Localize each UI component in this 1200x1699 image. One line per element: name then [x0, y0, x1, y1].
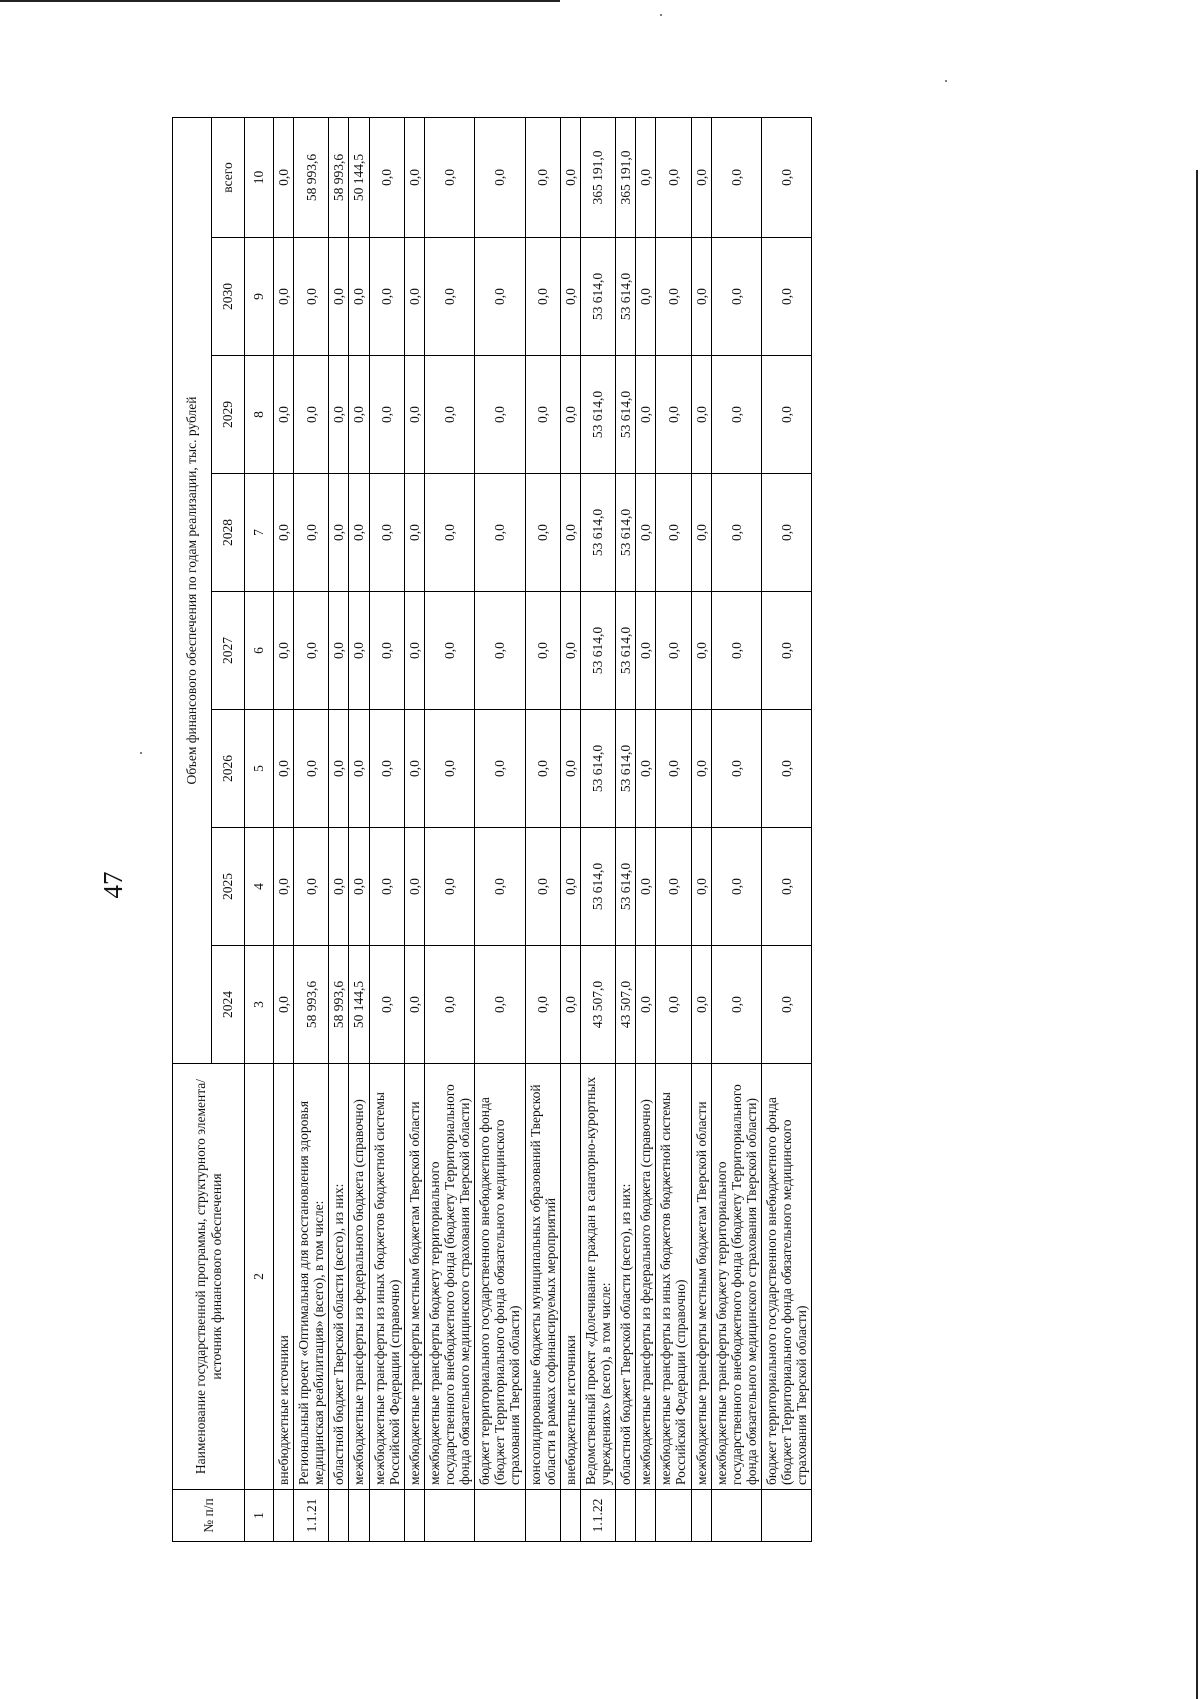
row-number: [369, 1490, 404, 1542]
row-value: 53 614,0: [616, 356, 636, 474]
row-value: 0,0: [424, 356, 474, 474]
row-value: 0,0: [369, 356, 404, 474]
row-value: 0,0: [711, 474, 761, 592]
row-number: [475, 1490, 525, 1542]
row-value: 0,0: [475, 356, 525, 474]
table-rotated-container: [172, 118, 1194, 1542]
header-year: 2028: [212, 474, 245, 592]
table-row: [616, 117, 636, 1541]
row-value: 0,0: [711, 117, 761, 237]
row-value: 0,0: [369, 828, 404, 946]
header-year: 2025: [212, 828, 245, 946]
row-value: 53 614,0: [580, 474, 615, 592]
row-value: 0,0: [404, 828, 424, 946]
row-name: внебюджетные источники: [274, 1064, 294, 1490]
row-value: 0,0: [349, 592, 369, 710]
row-value: 50 144,5: [349, 117, 369, 237]
row-number: [349, 1490, 369, 1542]
page-number: 47: [98, 871, 128, 899]
row-value: 0,0: [525, 946, 560, 1064]
header-row-top: [173, 117, 212, 1541]
row-value: 0,0: [475, 946, 525, 1064]
row-value: 0,0: [761, 356, 811, 474]
row-value: 0,0: [761, 592, 811, 710]
row-value: 0,0: [294, 474, 329, 592]
row-value: 0,0: [636, 356, 656, 474]
row-value: 53 614,0: [580, 828, 615, 946]
row-value: 0,0: [475, 710, 525, 828]
row-value: 43 507,0: [616, 946, 636, 1064]
row-value: 53 614,0: [580, 238, 615, 356]
row-value: 0,0: [404, 117, 424, 237]
row-value: 0,0: [656, 828, 691, 946]
scan-speck: [945, 80, 947, 82]
row-value: 0,0: [691, 356, 711, 474]
row-value: 0,0: [369, 592, 404, 710]
row-number: 1.1.21: [294, 1490, 329, 1542]
row-value: 50 144,5: [349, 946, 369, 1064]
row-value: 0,0: [274, 592, 294, 710]
row-value: 0,0: [525, 710, 560, 828]
row-value: 0,0: [560, 238, 580, 356]
row-value: 0,0: [761, 946, 811, 1064]
row-value: 0,0: [369, 474, 404, 592]
row-value: 0,0: [274, 946, 294, 1064]
row-value: 0,0: [656, 474, 691, 592]
row-number: [691, 1490, 711, 1542]
row-value: 0,0: [404, 474, 424, 592]
row-value: 0,0: [691, 710, 711, 828]
row-value: 0,0: [424, 117, 474, 237]
table-row: [711, 117, 761, 1541]
row-value: 0,0: [424, 474, 474, 592]
header-volume: Объем финансового обеспечения по годам реализации, тыс. рублей: [173, 117, 212, 1063]
row-value: 0,0: [560, 356, 580, 474]
column-index: 6: [245, 592, 274, 710]
row-value: 0,0: [691, 828, 711, 946]
row-number: [560, 1490, 580, 1542]
row-value: 0,0: [404, 710, 424, 828]
table-row: [475, 117, 525, 1541]
row-value: 0,0: [711, 710, 761, 828]
row-number: [525, 1490, 560, 1542]
row-value: 58 993,6: [329, 946, 349, 1064]
table-row: [560, 117, 580, 1541]
header-num: № п/п: [173, 1490, 245, 1542]
row-value: 0,0: [761, 474, 811, 592]
row-value: 53 614,0: [616, 238, 636, 356]
row-value: 43 507,0: [580, 946, 615, 1064]
row-value: 53 614,0: [616, 828, 636, 946]
scan-speck: [140, 752, 142, 754]
row-value: 0,0: [404, 238, 424, 356]
row-value: 0,0: [294, 238, 329, 356]
row-value: 0,0: [761, 238, 811, 356]
table-row: [349, 117, 369, 1541]
table-row: [636, 117, 656, 1541]
row-value: 0,0: [349, 238, 369, 356]
column-index: 8: [245, 356, 274, 474]
row-value: 0,0: [274, 356, 294, 474]
row-value: 0,0: [369, 238, 404, 356]
row-value: 53 614,0: [580, 710, 615, 828]
row-value: 58 993,6: [329, 117, 349, 237]
table-row: [656, 117, 691, 1541]
row-value: 0,0: [691, 474, 711, 592]
row-value: 0,0: [329, 592, 349, 710]
row-value: 53 614,0: [616, 592, 636, 710]
row-value: 0,0: [525, 238, 560, 356]
row-value: 0,0: [636, 946, 656, 1064]
row-name: областной бюджет Тверской области (всего), из них:: [616, 1064, 636, 1490]
header-year: 2030: [212, 238, 245, 356]
table-row: [274, 117, 294, 1541]
table-row: [329, 117, 349, 1541]
row-value: 0,0: [656, 710, 691, 828]
row-name: межбюджетные трансферты из иных бюджетов бюджетной системы Российской Федерации (справочно): [369, 1064, 404, 1490]
row-value: 0,0: [711, 592, 761, 710]
row-value: 0,0: [711, 828, 761, 946]
row-value: 0,0: [404, 356, 424, 474]
scan-edge-right: [1196, 170, 1198, 1699]
row-value: 0,0: [525, 356, 560, 474]
row-name: бюджет территориального государственного внебюджетного фонда (бюджет Территориального фонда обязательного медицинского страхования Тверской области): [761, 1064, 811, 1490]
row-value: 0,0: [656, 946, 691, 1064]
row-number: [656, 1490, 691, 1542]
column-index: 1: [245, 1490, 274, 1542]
row-value: 0,0: [636, 474, 656, 592]
row-value: 0,0: [711, 946, 761, 1064]
row-name: бюджет территориального государственного внебюджетного фонда (бюджет Территориального фонда обязательного медицинского страхования Тверской области): [475, 1064, 525, 1490]
row-value: 0,0: [329, 356, 349, 474]
row-value: 0,0: [349, 474, 369, 592]
column-index: 2: [245, 1064, 274, 1490]
row-value: 0,0: [636, 117, 656, 237]
row-value: 0,0: [656, 117, 691, 237]
row-value: 0,0: [636, 828, 656, 946]
row-value: 0,0: [424, 828, 474, 946]
table-row: [525, 117, 560, 1541]
row-value: 58 993,6: [294, 117, 329, 237]
row-value: 0,0: [349, 828, 369, 946]
row-value: 0,0: [560, 592, 580, 710]
row-value: 0,0: [711, 238, 761, 356]
row-name: областной бюджет Тверской области (всего), из них:: [329, 1064, 349, 1490]
table-row: [761, 117, 811, 1541]
header-year: 2026: [212, 710, 245, 828]
row-value: 0,0: [274, 828, 294, 946]
row-name: межбюджетные трансферты местным бюджетам Тверской области: [691, 1064, 711, 1490]
row-value: 0,0: [761, 828, 811, 946]
row-value: 0,0: [656, 356, 691, 474]
row-name: межбюджетные трансферты бюджету территориального государственного внебюджетного фонда (бюджету Территориального фонда обязательного медицинского страхования Тверской области): [711, 1064, 761, 1490]
row-value: 0,0: [475, 117, 525, 237]
row-value: 0,0: [329, 474, 349, 592]
row-value: 0,0: [656, 238, 691, 356]
row-value: 53 614,0: [580, 592, 615, 710]
column-index: 4: [245, 828, 274, 946]
row-value: 0,0: [636, 592, 656, 710]
row-value: 0,0: [294, 356, 329, 474]
header-row-index: [245, 117, 274, 1541]
row-value: 365 191,0: [580, 117, 615, 237]
row-value: 0,0: [369, 710, 404, 828]
row-value: 0,0: [294, 592, 329, 710]
table-row: [294, 117, 329, 1541]
row-name: консолидированные бюджеты муниципальных образований Тверской области в рамках софинансируемых мероприятий: [525, 1064, 560, 1490]
row-value: 0,0: [274, 474, 294, 592]
row-value: 0,0: [329, 710, 349, 828]
row-value: 53 614,0: [580, 356, 615, 474]
row-number: 1.1.22: [580, 1490, 615, 1542]
column-index: 9: [245, 238, 274, 356]
row-value: 0,0: [404, 946, 424, 1064]
row-value: 0,0: [560, 828, 580, 946]
row-number: [424, 1490, 474, 1542]
row-number: [274, 1490, 294, 1542]
row-value: 0,0: [294, 828, 329, 946]
row-number: [636, 1490, 656, 1542]
row-value: 0,0: [475, 828, 525, 946]
row-number: [616, 1490, 636, 1542]
header-year: 2027: [212, 592, 245, 710]
row-number: [404, 1490, 424, 1542]
row-value: 0,0: [329, 238, 349, 356]
row-value: 0,0: [636, 710, 656, 828]
row-name: межбюджетные трансферты из федерального бюджета (справочно): [349, 1064, 369, 1490]
row-value: 0,0: [525, 474, 560, 592]
row-value: 365 191,0: [616, 117, 636, 237]
row-name: межбюджетные трансферты местным бюджетам Тверской области: [404, 1064, 424, 1490]
table-row: [580, 117, 615, 1541]
row-value: 0,0: [711, 356, 761, 474]
row-name: межбюджетные трансферты из федерального бюджета (справочно): [636, 1064, 656, 1490]
row-value: 0,0: [656, 592, 691, 710]
header-year: 2029: [212, 356, 245, 474]
row-name: межбюджетные трансферты из иных бюджетов бюджетной системы Российской Федерации (справочно): [656, 1064, 691, 1490]
row-value: 0,0: [424, 710, 474, 828]
header-year: 2024: [212, 946, 245, 1064]
row-value: 0,0: [560, 474, 580, 592]
row-value: 0,0: [475, 238, 525, 356]
row-value: 0,0: [424, 238, 474, 356]
row-number: [329, 1490, 349, 1542]
row-value: 0,0: [636, 238, 656, 356]
finance-table: [172, 117, 812, 1542]
row-name: межбюджетные трансферты бюджету территориального государственного внебюджетного фонда (бюджету Территориального фонда обязательного медицинского страхования Тверской области): [424, 1064, 474, 1490]
column-index: 3: [245, 946, 274, 1064]
scan-edge-top: [0, 0, 560, 2]
header-year: всего: [212, 117, 245, 237]
row-number: [711, 1490, 761, 1542]
row-value: 0,0: [761, 710, 811, 828]
row-value: 0,0: [349, 356, 369, 474]
row-name: Ведомственный проект «Долечивание граждан в санаторно-курортных учреждениях» (всего), в том числе:: [580, 1064, 615, 1490]
row-value: 53 614,0: [616, 474, 636, 592]
row-value: 0,0: [475, 474, 525, 592]
row-value: 0,0: [525, 117, 560, 237]
table-row: [424, 117, 474, 1541]
row-value: 0,0: [560, 117, 580, 237]
row-value: 0,0: [761, 117, 811, 237]
table-row: [369, 117, 404, 1541]
row-value: 0,0: [294, 710, 329, 828]
column-index: 5: [245, 710, 274, 828]
column-index: 7: [245, 474, 274, 592]
row-value: 0,0: [475, 592, 525, 710]
row-value: 53 614,0: [616, 710, 636, 828]
table-row: [691, 117, 711, 1541]
header-name: Наименование государственной программы, структурного элемента/источник финансового обеспечения: [173, 1064, 245, 1490]
row-value: 0,0: [274, 238, 294, 356]
row-value: 0,0: [525, 592, 560, 710]
row-value: 0,0: [525, 828, 560, 946]
row-number: [761, 1490, 811, 1542]
row-value: 0,0: [691, 946, 711, 1064]
row-value: 0,0: [691, 117, 711, 237]
row-value: 0,0: [560, 710, 580, 828]
table-row: [404, 117, 424, 1541]
row-value: 0,0: [424, 946, 474, 1064]
row-name: внебюджетные источники: [560, 1064, 580, 1490]
row-value: 0,0: [691, 592, 711, 710]
row-value: 0,0: [691, 238, 711, 356]
row-value: 0,0: [424, 592, 474, 710]
row-value: 0,0: [369, 946, 404, 1064]
row-value: 58 993,6: [294, 946, 329, 1064]
row-name: Региональный проект «Оптимальная для восстановления здоровья медицинская реабилитация» (всего), в том числе:: [294, 1064, 329, 1490]
row-value: 0,0: [274, 117, 294, 237]
row-value: 0,0: [349, 710, 369, 828]
row-value: 0,0: [404, 592, 424, 710]
row-value: 0,0: [274, 710, 294, 828]
table-body: [274, 117, 812, 1541]
column-index: 10: [245, 117, 274, 237]
row-value: 0,0: [369, 117, 404, 237]
row-value: 0,0: [560, 946, 580, 1064]
row-value: 0,0: [329, 828, 349, 946]
scan-speck: [660, 14, 662, 16]
